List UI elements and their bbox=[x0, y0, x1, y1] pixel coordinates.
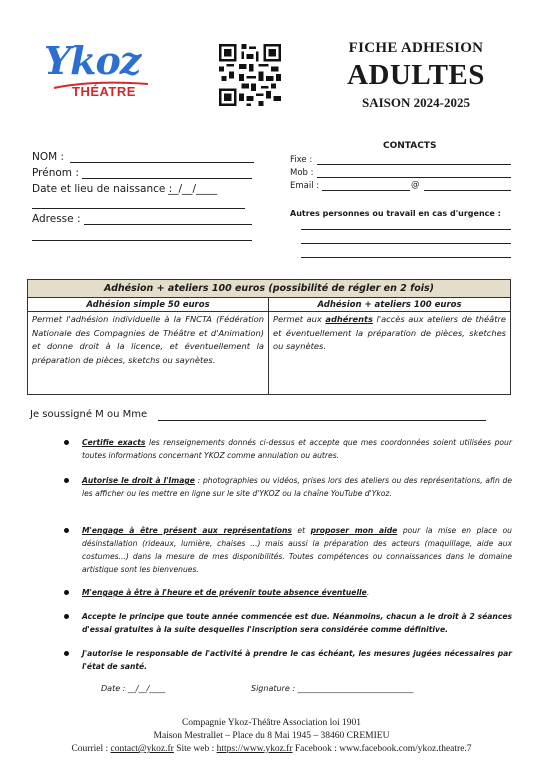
title-line-2: ADULTES bbox=[347, 59, 485, 91]
prenom-field[interactable] bbox=[82, 178, 252, 179]
email-domain-field[interactable] bbox=[424, 190, 511, 191]
table-header: Adhésion + ateliers 100 euros (possibilité de régler en 2 fois) bbox=[28, 280, 510, 298]
prenom-label: Prénom : bbox=[32, 167, 79, 179]
bullet-dot-icon bbox=[64, 614, 69, 619]
bullet-dot-icon bbox=[64, 590, 69, 595]
form-title bbox=[316, 40, 516, 111]
urgence-label: Autres personnes ou travail en cas d'urgence : bbox=[290, 209, 501, 218]
birthdate-field[interactable]: __/__/____ bbox=[168, 183, 218, 195]
fixe-field[interactable] bbox=[317, 164, 511, 165]
footer-line-1: Compagnie Ykoz-Théâtre Association loi 1901 bbox=[181, 718, 362, 728]
mob-label: Mob : bbox=[290, 168, 314, 178]
table-col2-title: Adhésion + ateliers 100 euros bbox=[269, 298, 510, 312]
email-link[interactable]: contact@ykoz.fr bbox=[110, 744, 174, 754]
bullet-dot-icon bbox=[64, 478, 69, 483]
bullet-dot-icon bbox=[64, 528, 69, 533]
logo-subtitle: THÉATRE bbox=[72, 84, 136, 99]
logo-word: Ykoz bbox=[44, 38, 141, 83]
nom-field[interactable] bbox=[70, 162, 254, 163]
website-link[interactable]: https://www.ykoz.fr bbox=[216, 744, 293, 754]
bullet-dot-icon bbox=[64, 651, 69, 656]
signature-field[interactable]: Signature : _____________________________ bbox=[251, 684, 414, 693]
footer-line-3: Courriel : contact@ykoz.fr Site web : https://www.ykoz.fr Facebook : www.facebook.com/ykoz.theatre.7 bbox=[71, 744, 472, 754]
table-col2-text: Permet aux adhérents l'accès aux ateliers de théâtre et éventuellement la préparation de pièces, sketches ou saynètes. bbox=[273, 314, 506, 351]
soussigne-field[interactable] bbox=[158, 420, 486, 421]
fixe-label: Fixe : bbox=[290, 155, 313, 165]
table-col1-title: Adhésion simple 50 euros bbox=[28, 298, 269, 312]
footer-line-2: Maison Mestrallet – Place du 8 Mai 1945 – 38460 CREMIEU bbox=[153, 731, 390, 741]
adresse-field-1[interactable] bbox=[84, 224, 252, 225]
birthplace-field[interactable] bbox=[32, 208, 245, 209]
adresse-label: Adresse : bbox=[32, 213, 81, 225]
email-at: @ bbox=[411, 180, 420, 190]
membership-table bbox=[27, 279, 511, 395]
ykoz-logo bbox=[44, 38, 154, 104]
title-season: SAISON 2024-2025 bbox=[362, 95, 470, 110]
mob-field[interactable] bbox=[317, 177, 511, 178]
title-line-1: FICHE ADHESION bbox=[348, 40, 484, 56]
soussigne-label: Je soussigné M ou Mme bbox=[30, 409, 148, 420]
email-user-field[interactable] bbox=[322, 190, 410, 191]
contacts-title: CONTACTS bbox=[383, 141, 437, 151]
urgence-field-1[interactable] bbox=[301, 229, 511, 230]
email-label: Email : bbox=[290, 181, 320, 191]
date-lieu-label: Date et lieu de naissance : bbox=[32, 183, 173, 195]
urgence-field-2[interactable] bbox=[301, 243, 511, 244]
date-field[interactable]: Date : __/__/____ bbox=[101, 684, 166, 693]
table-col1-text: Permet l'adhésion individuelle à la FNCTA (Fédération Nationale des Compagnies de Théâtre et d'Animation) et donne droit à la licence, et éventuellement la préparation de pièces, sketchs ou saynètes. bbox=[28, 312, 269, 394]
urgence-field-3[interactable] bbox=[301, 257, 511, 258]
adresse-field-2[interactable] bbox=[32, 240, 252, 241]
qr-code-icon bbox=[219, 44, 281, 106]
nom-label: NOM : bbox=[32, 151, 65, 163]
bullet-dot-icon bbox=[64, 440, 69, 445]
